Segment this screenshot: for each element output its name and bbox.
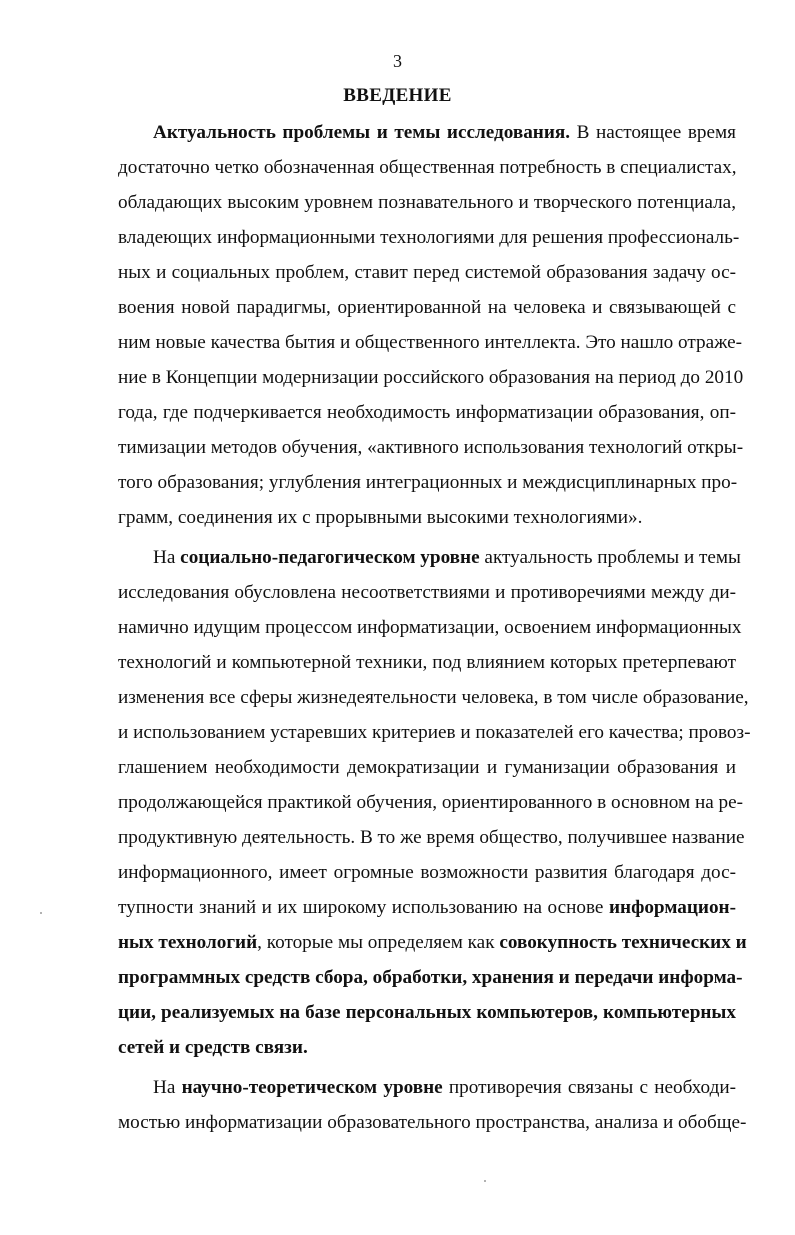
text-run: На — [153, 1077, 182, 1098]
text-line — [118, 226, 740, 250]
text-run: тупности знаний и их широкому использованию на основе — [118, 897, 609, 918]
text-run: актуальность проблемы и темы — [479, 547, 741, 568]
bold-text-run: совокупность технических и — [499, 932, 747, 953]
text-line — [118, 401, 736, 425]
text-line — [118, 756, 736, 780]
text-line — [118, 191, 736, 215]
text-line — [153, 546, 741, 570]
bold-text-run: информацион- — [608, 897, 736, 918]
text-run: достаточно четко обозначенная общественная потребность в специалистах, — [118, 157, 737, 178]
bold-text-run: сетей и средств связи. — [118, 1037, 308, 1058]
text-run: владеющих информационными технологиями для решения профессиональ- — [118, 227, 740, 248]
text-run: ним новые качества бытия и общественного интеллекта. Это нашло отраже- — [118, 332, 743, 353]
page-number: 3 — [393, 51, 402, 71]
section-heading: ВВЕДЕНИЕ — [343, 85, 452, 106]
text-line — [118, 366, 744, 390]
text-run: года, где подчеркивается необходимость информатизации образования, оп- — [118, 402, 736, 423]
text-line — [118, 791, 744, 815]
text-line — [118, 861, 736, 885]
text-line — [118, 826, 745, 850]
text-run: воения новой парадигмы, ориентированной на человека и связывающей с — [118, 297, 736, 318]
text-line — [118, 331, 743, 355]
scan-speck — [40, 912, 42, 914]
text-run: мостью информатизации образовательного пространства, анализа и обобще- — [118, 1112, 747, 1133]
text-line — [118, 156, 736, 180]
text-run: ние в Концепции модернизации российского образования на период до 2010 — [118, 367, 744, 388]
bold-text-run: социально-педагогическом уровне — [180, 547, 480, 568]
text-run: противоречия связаны с необходи- — [442, 1077, 736, 1098]
text-line — [118, 296, 736, 320]
text-run: технологий и компьютерной техники, под влиянием которых претерпевают — [118, 652, 736, 673]
text-line — [118, 1001, 736, 1025]
text-run: грамм, соединения их с прорывными высокими технологиями». — [118, 507, 643, 528]
text-run: информационного, имеет огромные возможности развития благодаря дос- — [118, 862, 736, 883]
text-line — [118, 471, 736, 495]
text-run: тимизации методов обучения, «активного использования технологий откры- — [118, 437, 744, 458]
text-run: того образования; углубления интеграционных и междисциплинарных про- — [118, 472, 738, 493]
text-line — [118, 1111, 747, 1135]
text-run: изменения все сферы жизнедеятельности человека, в том числе образование, — [118, 687, 749, 708]
text-line — [153, 121, 736, 145]
text-line — [118, 1036, 736, 1060]
text-line — [118, 581, 736, 605]
text-run: продолжающейся практикой обучения, ориентированного в основном на ре- — [118, 792, 744, 813]
text-run: и использованием устаревших критериев и показателей его качества; провоз- — [118, 722, 751, 743]
text-line — [118, 261, 736, 285]
text-line — [118, 436, 744, 460]
text-run: исследования обусловлена несоответствиями и противоречиями между ди- — [118, 582, 736, 603]
text-line — [118, 651, 736, 675]
scan-speck — [484, 1180, 486, 1182]
text-run: намично идущим процессом информатизации, освоением информационных — [118, 617, 742, 638]
bold-text-run: ных технологий — [118, 932, 258, 953]
text-run: продуктивную деятельность. В то же время общество, получившее название — [118, 827, 745, 848]
text-line — [118, 506, 736, 530]
text-line — [118, 721, 751, 745]
text-run: В настоящее время — [570, 122, 736, 143]
bold-text-run: научно-теоретическом уровне — [181, 1077, 443, 1098]
bold-text-run: программных средств сбора, обработки, хранения и передачи информа- — [118, 967, 743, 988]
text-line — [118, 931, 747, 955]
text-line — [118, 686, 749, 710]
text-run: , которые мы определяем как — [257, 932, 500, 953]
text-run: обладающих высоким уровнем познавательного и творческого потенциала, — [118, 192, 736, 213]
text-line — [118, 966, 743, 990]
bold-text-run: ции, реализуемых на базе персональных компьютеров, компьютерных — [118, 1002, 736, 1023]
bold-text-run: Актуальность проблемы и темы исследования. — [153, 122, 571, 143]
text-line — [153, 1076, 736, 1100]
text-line — [118, 616, 742, 640]
text-run: глашением необходимости демократизации и гуманизации образования и — [118, 757, 736, 778]
text-run: ных и социальных проблем, ставит перед системой образования задачу ос- — [118, 262, 736, 283]
text-line — [118, 896, 736, 920]
text-run: На — [153, 547, 181, 568]
